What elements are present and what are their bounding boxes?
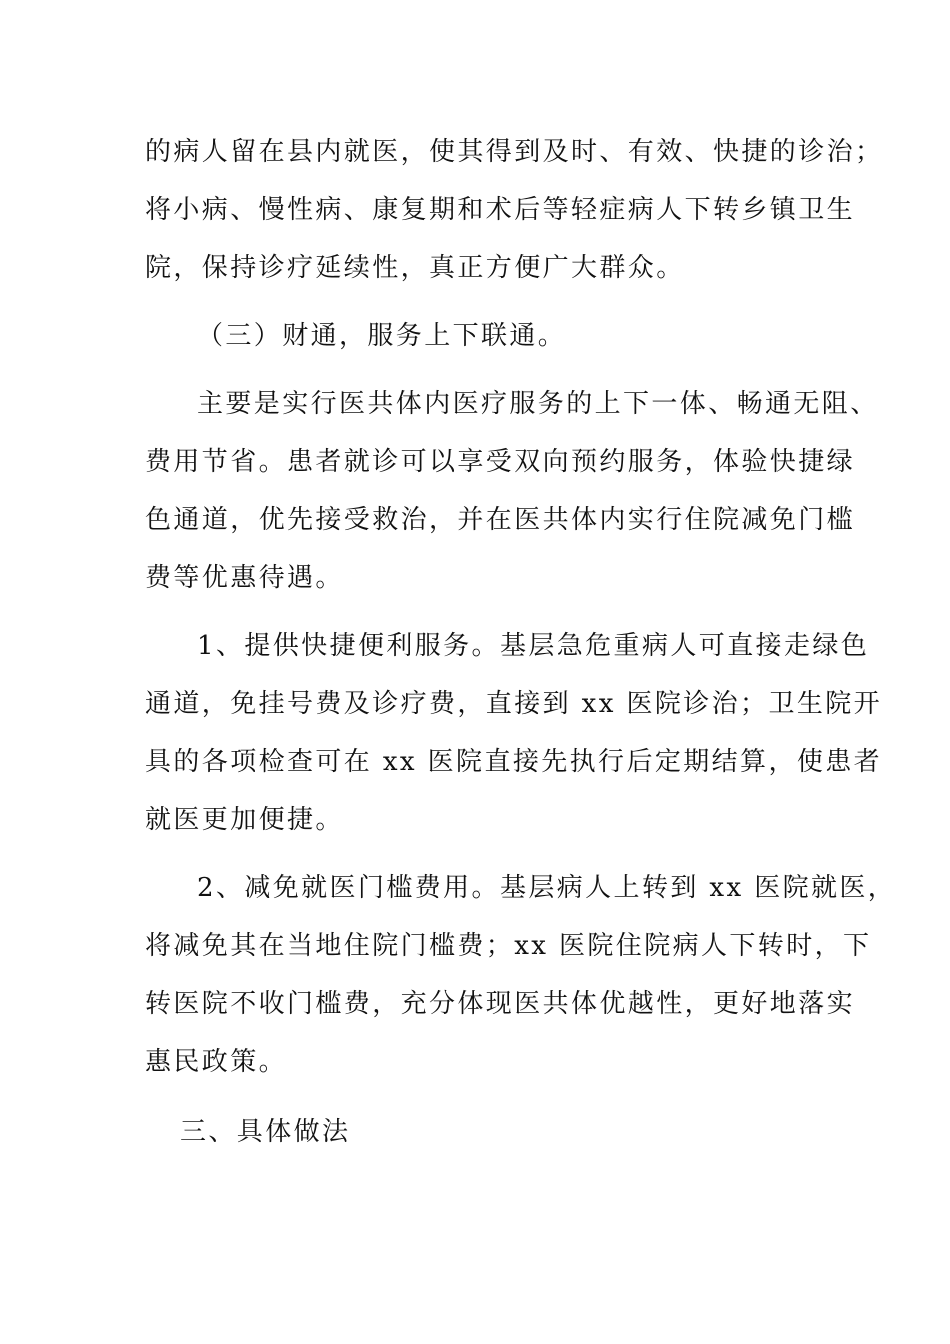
numbered-item-line: 1、提供快捷便利服务。基层急危重病人可直接走绿色 xyxy=(197,631,870,661)
paragraph-line: 色通道，优先接受救治，并在医共体内实行住院减免门槛 xyxy=(145,505,856,535)
paragraph-line: 的病人留在县内就医，使其得到及时、有效、快捷的诊治； xyxy=(145,137,884,167)
numbered-item-line: 2、减免就医门槛费用。基层病人上转到 xx 医院就医， xyxy=(197,873,897,903)
paragraph-line: 转医院不收门槛费，充分体现医共体优越性，更好地落实 xyxy=(145,989,856,1019)
section-heading: 三、具体做法 xyxy=(180,1117,351,1147)
paragraph-line: 主要是实行医共体内医疗服务的上下一体、畅通无阻、 xyxy=(197,389,879,419)
paragraph-line: 通道，免挂号费及诊疗费，直接到 xx 医院诊治；卫生院开 xyxy=(145,689,883,719)
section-heading: （三）财通，服务上下联通。 xyxy=(197,321,567,351)
paragraph-line: 将小病、慢性病、康复期和术后等轻症病人下转乡镇卫生 xyxy=(145,195,856,225)
paragraph-line: 就医更加便捷。 xyxy=(145,805,344,835)
paragraph-line: 具的各项检查可在 xx 医院直接先执行后定期结算，使患者 xyxy=(145,747,883,777)
paragraph-line: 将减免其在当地住院门槛费；xx 医院住院病人下转时，下 xyxy=(145,931,872,961)
paragraph-line: 费用节省。患者就诊可以享受双向预约服务，体验快捷绿 xyxy=(145,447,856,477)
paragraph-line: 惠民政策。 xyxy=(145,1047,288,1077)
paragraph-line: 院，保持诊疗延续性，真正方便广大群众。 xyxy=(145,253,685,283)
paragraph-line: 费等优惠待遇。 xyxy=(145,563,344,593)
